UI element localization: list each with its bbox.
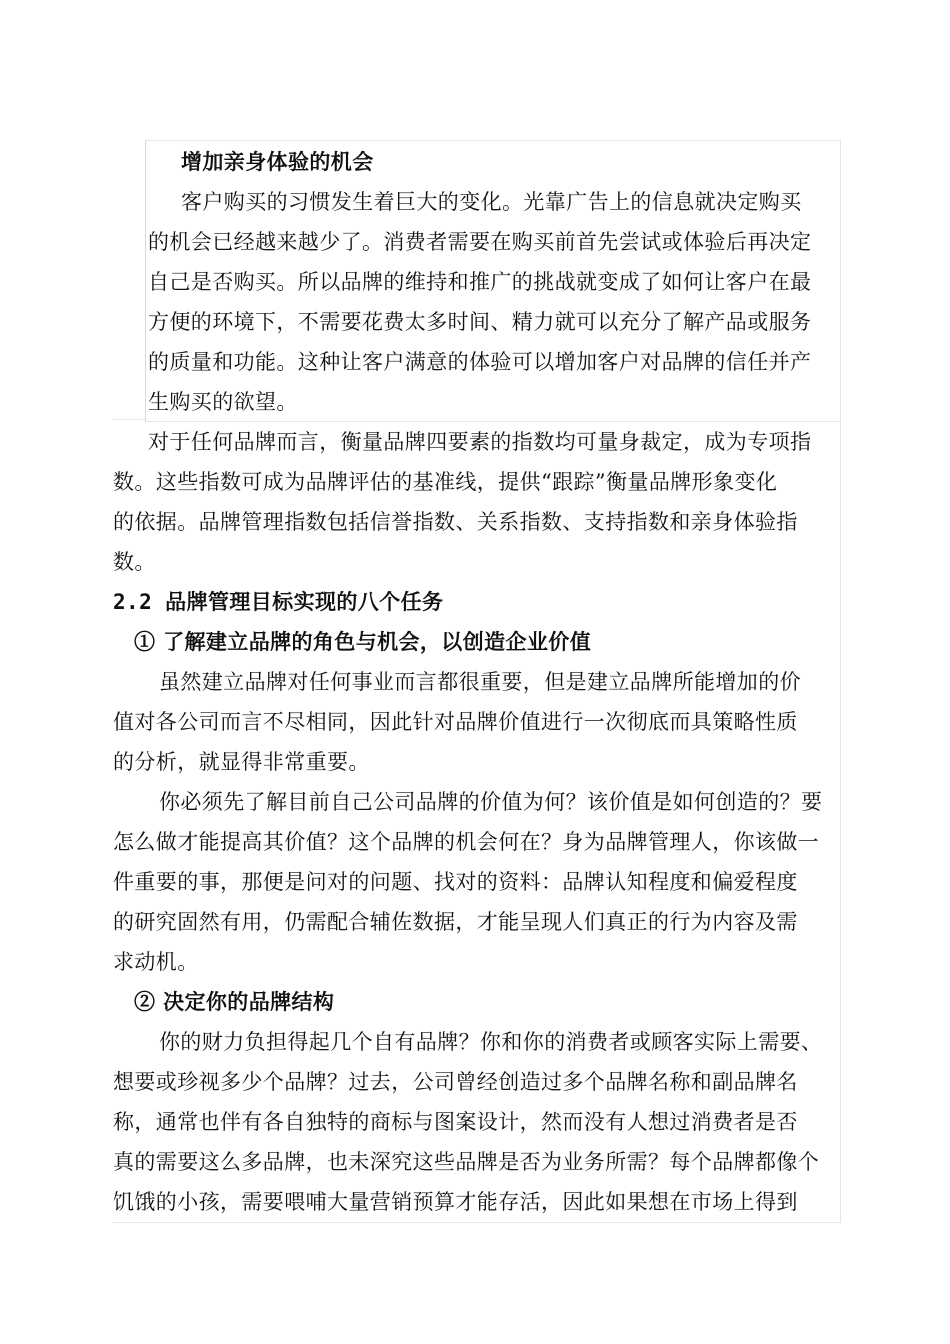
- paragraph-line: 值对各公司而言不尽相同，因此针对品牌价值进行一次彻底而具策略性质: [113, 710, 798, 734]
- paragraph-line: 怎么做才能提高其价值？这个品牌的机会何在？身为品牌管理人，你该做一: [113, 830, 820, 854]
- paragraph-line: 想要或珍视多少个品牌？过去，公司曾经创造过多个品牌名称和副品牌名: [113, 1070, 798, 1094]
- paragraph-line: 自己是否购买。所以品牌的维持和推广的挑战就变成了如何让客户在最: [148, 270, 812, 294]
- task-heading-2: ② 决定你的品牌结构: [134, 989, 335, 1014]
- paragraph-line: 真的需要这么多品牌，也未深究这些品牌是否为业务所需？每个品牌都像个: [113, 1150, 820, 1174]
- paragraph-line: 你的财力负担得起几个自有品牌？你和你的消费者或顾客实际上需要、: [159, 1030, 823, 1054]
- paragraph-line: 饥饿的小孩，需要喂哺大量营销预算才能存活，因此如果想在市场上得到: [113, 1190, 798, 1214]
- paragraph-line: 方便的环境下，不需要花费太多时间、精力就可以充分了解产品或服务: [148, 310, 812, 334]
- paragraph-line: 数。这些指数可成为品牌评估的基准线，提供“跟踪”衡量品牌形象变化: [113, 470, 778, 494]
- paragraph-line: 你必须先了解目前自己公司品牌的价值为何？该价值是如何创造的？要: [159, 790, 823, 814]
- paragraph-line: 的依据。品牌管理指数包括信誉指数、关系指数、支持指数和亲身体验指: [113, 510, 798, 534]
- inset-frame-divider: [113, 419, 145, 420]
- paragraph-line: 数。: [113, 550, 156, 574]
- section-heading-experience: 增加亲身体验的机会: [181, 149, 374, 174]
- paragraph-line: 的研究固然有用，仍需配合辅佐数据，才能呈现人们真正的行为内容及需: [113, 910, 798, 934]
- paragraph-line: 件重要的事，那便是问对的问题、找对的资料：品牌认知程度和偏爱程度: [113, 870, 798, 894]
- paragraph-line: 称，通常也伴有各自独特的商标与图案设计，然而没有人想过消费者是否: [113, 1110, 798, 1134]
- paragraph-line: 生购买的欲望。: [148, 390, 298, 414]
- paragraph-line: 求动机。: [113, 950, 199, 974]
- paragraph-line: 的质量和功能。这种让客户满意的体验可以增加客户对品牌的信任并产: [148, 350, 812, 374]
- paragraph-line: 虽然建立品牌对任何事业而言都很重要，但是建立品牌所能增加的价: [159, 670, 801, 694]
- paragraph-line: 对于任何品牌而言，衡量品牌四要素的指数均可量身裁定，成为专项指: [148, 430, 812, 454]
- task-heading-1: ① 了解建立品牌的角色与机会，以创造企业价值: [134, 629, 592, 654]
- paragraph-line: 的分析，就显得非常重要。: [113, 750, 370, 774]
- paragraph-line: 的机会已经越来越少了。消费者需要在购买前首先尝试或体验后再决定: [148, 230, 812, 254]
- paragraph-line: 客户购买的习惯发生着巨大的变化。光靠广告上的信息就决定购买: [181, 190, 802, 214]
- section-heading-2-2: 2.2 品牌管理目标实现的八个任务: [113, 590, 444, 614]
